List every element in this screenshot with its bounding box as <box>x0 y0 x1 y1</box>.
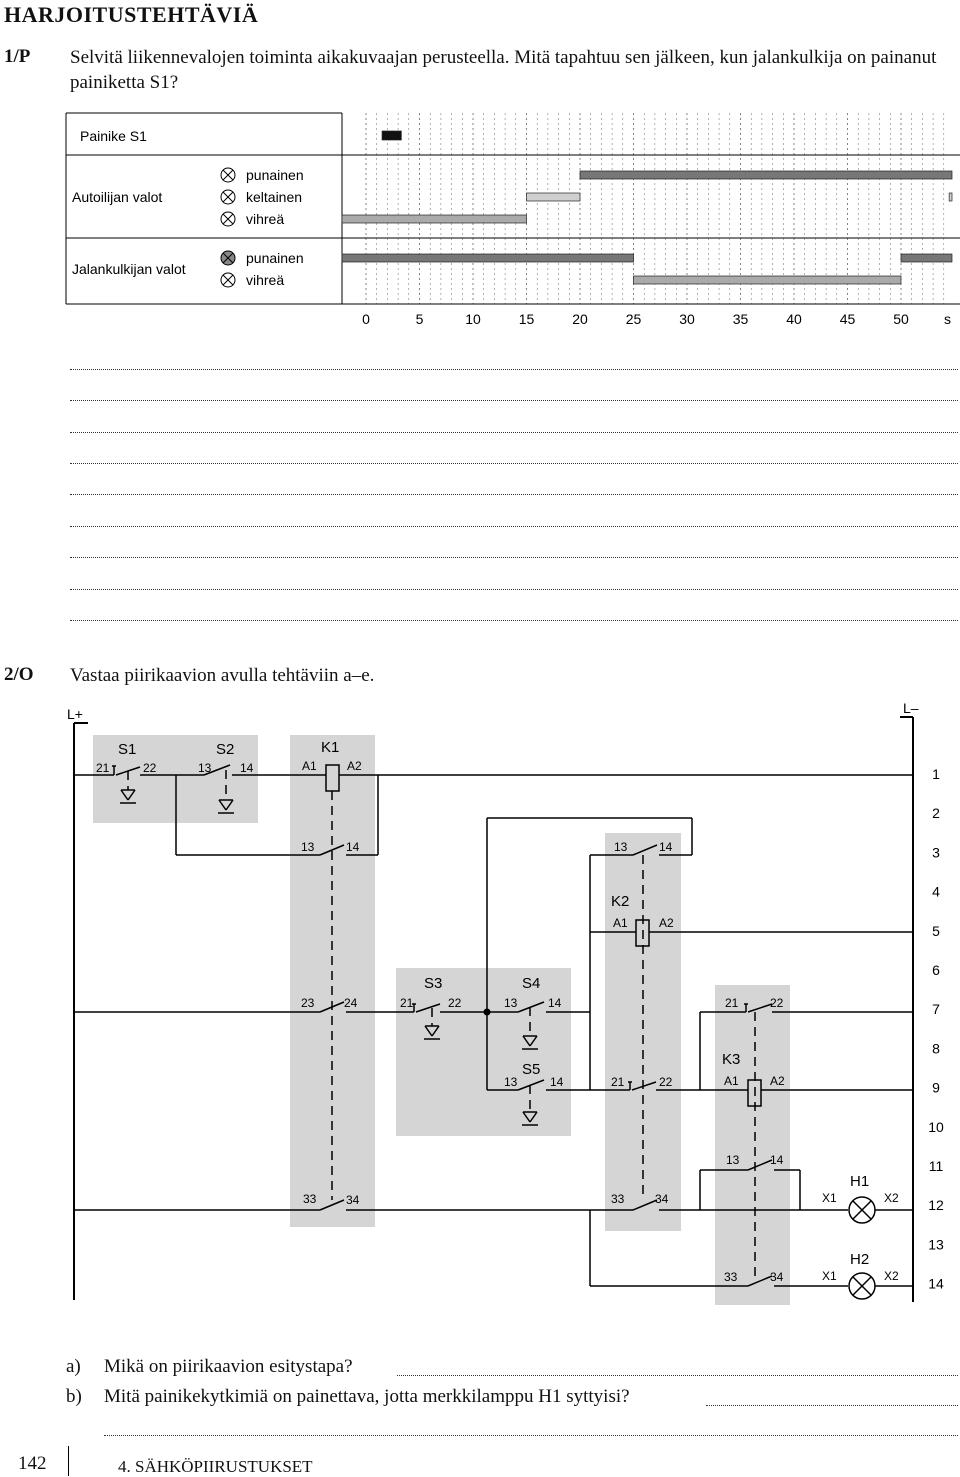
terminal-label: 13 <box>504 1075 518 1089</box>
label-s5: S5 <box>522 1061 541 1078</box>
rail-right-label: L– <box>903 700 919 716</box>
axis-tick-label: 0 <box>362 311 370 327</box>
car-light-yellow-label: keltainen <box>246 189 303 205</box>
terminal-label: 21 <box>96 761 110 775</box>
car-light-green-label: vihreä <box>246 211 285 227</box>
row-label-button: Painike S1 <box>80 128 147 144</box>
label-s3: S3 <box>424 975 443 992</box>
terminal-label: A1 <box>302 759 317 773</box>
terminal-label: 22 <box>448 996 462 1010</box>
axis-tick-label: 50 <box>893 311 909 327</box>
terminal-label: 13 <box>198 761 212 775</box>
terminal-label: 23 <box>301 996 315 1010</box>
terminal-label: 34 <box>770 1270 784 1284</box>
terminal-label: A1 <box>613 916 628 930</box>
row-number: 8 <box>932 1040 940 1057</box>
terminal-label: X2 <box>884 1191 899 1205</box>
terminal-label: 14 <box>659 840 673 854</box>
row-number: 12 <box>928 1197 944 1214</box>
terminal-label: A2 <box>770 1074 785 1088</box>
terminal-label: 13 <box>614 840 628 854</box>
terminal-label: A2 <box>347 759 362 773</box>
page-heading: HARJOITUSTEHTÄVIÄ <box>4 2 259 27</box>
terminal-label: 34 <box>655 1192 669 1206</box>
terminal-label: 14 <box>346 840 360 854</box>
terminal-label: 22 <box>770 996 784 1010</box>
terminal-label: X2 <box>884 1269 899 1283</box>
exercise-2-number: 2/O <box>4 664 34 685</box>
terminal-label: 22 <box>659 1075 673 1089</box>
terminal-label: 14 <box>550 1075 564 1089</box>
terminal-label: 14 <box>240 761 254 775</box>
row-number: 4 <box>932 883 940 900</box>
terminal-label: 13 <box>726 1153 740 1167</box>
terminal-label: 21 <box>611 1075 625 1089</box>
row-numbers <box>928 766 944 1292</box>
axis-tick-label: 20 <box>572 311 588 327</box>
terminal-label: 21 <box>725 996 739 1010</box>
axis-tick-label: 35 <box>732 311 749 327</box>
answer-line[interactable] <box>104 1435 958 1436</box>
terminal-label: A2 <box>659 916 674 930</box>
axis-tick-label: 10 <box>465 311 481 327</box>
row-number: 1 <box>932 766 940 782</box>
label-k3: K3 <box>722 1051 741 1068</box>
exercise-1-text: Selvitä liikennevalojen toiminta aikakuvaajan perusteella. Mitä tapahtuu sen jälkeen, kun jalankulkija on painanut painiketta S1? <box>70 47 937 93</box>
terminal-label: 13 <box>504 996 518 1010</box>
axis-tick-label: 40 <box>786 311 802 327</box>
row-label-ped: Jalankulkijan valot <box>72 261 186 277</box>
label-s1: S1 <box>118 741 137 758</box>
axis-tick-label: 5 <box>415 311 424 327</box>
row-number: 2 <box>932 805 940 822</box>
terminal-label: 33 <box>303 1192 317 1206</box>
ped-light-green-label: vihreä <box>246 272 285 288</box>
label-k1: K1 <box>321 739 340 756</box>
terminal-label: 22 <box>143 761 157 775</box>
axis-tick-label: 30 <box>679 311 695 327</box>
row-number: 6 <box>932 962 940 978</box>
terminal-label: X1 <box>822 1191 837 1205</box>
terminal-label: 21 <box>400 996 414 1010</box>
terminal-label: X1 <box>822 1269 837 1283</box>
terminal-label: 14 <box>770 1153 784 1167</box>
axis-tick-label: 45 <box>839 311 856 327</box>
row-number: 9 <box>932 1079 940 1096</box>
label-k2: K2 <box>611 893 630 910</box>
answer-line[interactable] <box>706 1405 958 1406</box>
terminal-label: 14 <box>548 996 562 1010</box>
question-b-label: b) <box>66 1386 82 1407</box>
footer-divider <box>68 1446 69 1476</box>
row-number: 7 <box>932 1001 940 1018</box>
terminal-label: 34 <box>346 1193 360 1207</box>
label-s2: S2 <box>216 741 235 758</box>
row-number: 10 <box>928 1118 944 1135</box>
row-number: 5 <box>932 922 940 939</box>
axis-unit: s <box>944 311 951 327</box>
row-number: 13 <box>928 1236 944 1253</box>
row-number: 11 <box>928 1158 944 1174</box>
answer-line[interactable] <box>397 1375 958 1376</box>
terminal-label: 24 <box>344 996 358 1010</box>
axis-tick-label: 15 <box>518 311 535 327</box>
row-label-car: Autoilijan valot <box>72 189 163 205</box>
terminal-label: 33 <box>724 1270 738 1284</box>
exercise-2-text: Vastaa piirikaavion avulla tehtäviin a–e. <box>70 665 375 686</box>
row-number: 3 <box>932 844 940 861</box>
label-s4: S4 <box>522 975 541 992</box>
rail-left-label: L+ <box>67 706 83 722</box>
question-a-label: a) <box>66 1356 81 1377</box>
page-number: 142 <box>18 1453 47 1474</box>
label-h2: H2 <box>850 1251 870 1268</box>
question-a-text: Mikä on piirikaavion esitystapa? <box>104 1356 353 1377</box>
terminal-label: A1 <box>724 1074 739 1088</box>
row-number: 14 <box>928 1275 944 1292</box>
terminal-label: 33 <box>611 1192 625 1206</box>
ped-light-red-label: punainen <box>246 250 304 266</box>
question-b-text: Mitä painikekytkimiä on painettava, jotta merkkilamppu H1 syttyisi? <box>104 1386 630 1407</box>
terminal-label: 13 <box>301 840 315 854</box>
car-light-red-label: punainen <box>246 167 304 183</box>
exercise-1-number: 1/P <box>4 46 31 67</box>
label-h1: H1 <box>850 1173 870 1190</box>
chapter-title: 4. SÄHKÖPIIRUSTUKSET <box>118 1457 313 1476</box>
axis-tick-label: 25 <box>625 311 642 327</box>
